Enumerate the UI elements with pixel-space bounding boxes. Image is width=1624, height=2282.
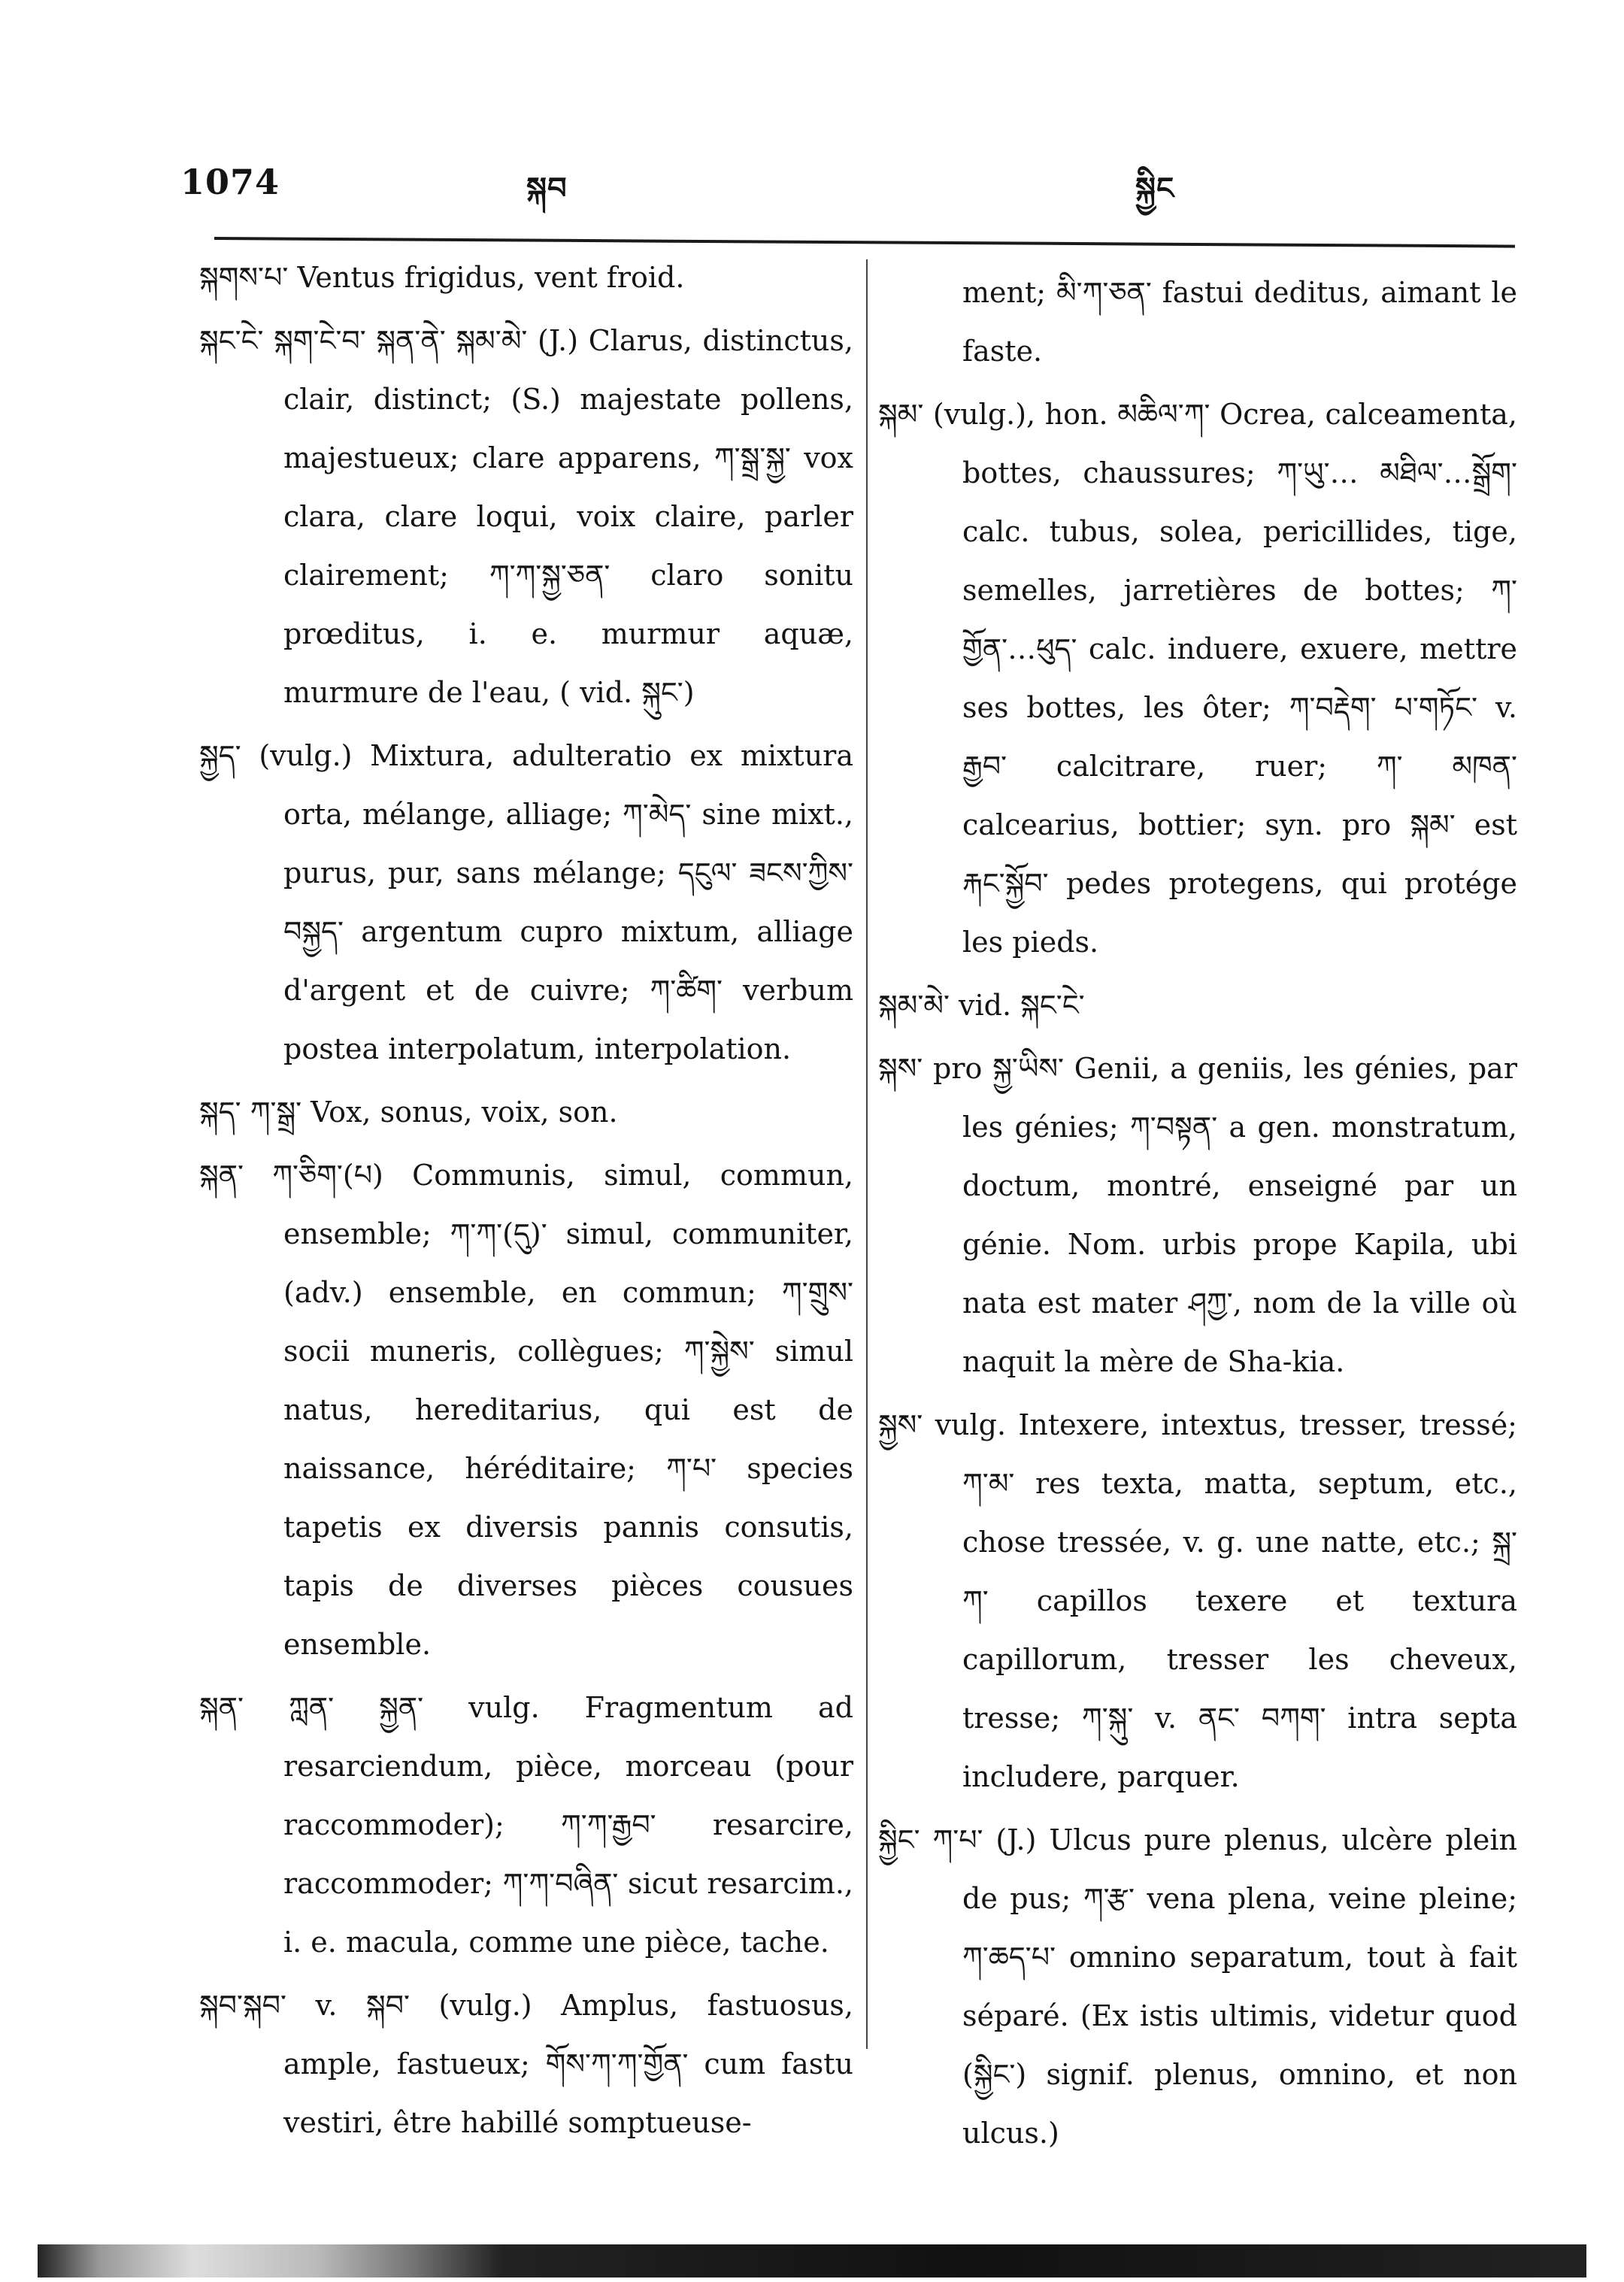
dictionary-entry: སྐྱིང་ ཀ་པ་ (J.) Ulcus pure plenus, ulcère plein de pus; ཀ་རྩ་ vena plena, veine pleine; ཀ་ཆད་པ་ omnino separatum, tout à fait séparé. (Ex istis ultimis, videtur quod (སྐྱིང་) signif. plenus, omnino, et non ulcus.)	[878, 1823, 1517, 2150]
header-rule	[214, 237, 1515, 248]
running-head-right: སྐྱིང	[1135, 171, 1175, 206]
dictionary-entry: སྐང་ངེ་ སྐག་ངེ་བ་ སྐན་ནེ་ སྐམ་མེ་ (J.) Clarus, distinctus, clair, distinct; (S.) majestate pollens, majestueux; clare apparens, ཀ་སྒྲ་སྐྱ་ vox clara, clare loqui, voix claire, parler clairement; ཀ་ཀ་སྐྱ་ཅན་ claro sonitu prœditus, i. e. murmur aquæ, murmure de l'eau, ( vid. སྐུང་)	[199, 324, 853, 709]
dictionary-entry: སྐྱས་ vulg. Intexere, intextus, tresser, tressé; ཀ་མ་ res texta, matta, septum, etc., chose tressée, v. g. une natte, etc.; སྐྲ་ཀ་ capillos texere et textura capillorum, tresser les cheveux, tresse; ཀ་སྐུ་ v. ནང་ བཀག་ intra septa includere, parquer.	[878, 1408, 1517, 1793]
dictionary-entry: སྐམ་ (vulg.), hon. མཆིལ་ཀ་ Ocrea, calceamenta, bottes, chaussures; ཀ་ཡུ་… མཐིལ་…སྒྲོག་ calc. tubus, solea, pericillides, tige, semelles, jarretières de bottes; ཀ་གྱོན་…ཕུད་ calc. induere, exuere, mettre ses bottes, les ôter; ཀ་བརྡེག་ པ་གཏོང་ v. རྒྱབ་ calcitrare, ruer; ཀ་ མཁན་ calcearius, bottier; syn. pro སྐམ་ est རྐང་སྐྱོབ་ pedes protegens, qui protége les pieds.	[878, 398, 1517, 959]
dictionary-entry: སྐན་ ཀླན་ སྐྱན་ vulg. Fragmentum ad resarciendum, pièce, morceau (pour raccommoder); ཀ་ཀ་རྒྱབ་ resarcire, raccommoder; ཀ་ཀ་བཞིན་ sicut resarcim., i. e. macula, comme une pièce, tache.	[199, 1691, 853, 1959]
dictionary-entry-continued: ment; མི་ཀ་ཅན་ fastui deditus, aimant le faste.	[962, 276, 1517, 368]
scan-edge-artifact	[38, 2244, 1586, 2277]
page-number: 1074	[180, 162, 280, 202]
dictionary-entry: སྐབ་སྐབ་ v. སྐབ་ (vulg.) Amplus, fastuosus, ample, fastueux; གོས་ཀ་ཀ་གྱོན་ cum fastu vestiri, être habillé somptueuse-	[199, 1989, 853, 2139]
column-divider	[866, 259, 868, 2049]
running-head-left: སྐབ	[526, 171, 568, 206]
dictionary-entry: སྐགས་པ་ Ventus frigidus, vent froid.	[199, 261, 685, 294]
dictionary-entry: སྐད་ ཀ་སྒྲ་ Vox, sonus, voix, son.	[199, 1096, 618, 1129]
right-column	[878, 263, 1517, 2167]
dictionary-entry: སྐས་ pro སྐྱ་ཡིས་ Genii, a geniis, les génies, par les génies; ཀ་བསྟན་ a gen. monstratum, doctum, montré, enseigné par un génie. Nom. urbis prope Kapila, ubi nata est mater ཤཀྱ་, nom de la ville où naquit la mère de Sha-kia.	[878, 1052, 1517, 1378]
dictionary-entry: སྐྱད་ (vulg.) Mixtura, adulteratio ex mixtura orta, mélange, alliage; ཀ་མེད་ sine mixt., purus, pur, sans mélange; དངུལ་ ཟངས་ཀྱིས་བསྐྱད་ argentum cupro mixtum, alliage d'argent et de cuivre; ཀ་ཚིག་ verbum postea interpolatum, interpolation.	[199, 739, 853, 1065]
dictionary-entry: སྐན་ ཀ་ཅིག་(པ) Communis, simul, commun, ensemble; ཀ་ཀ་(དུ)་ simul, communiter, (adv.) ensemble, en commun; ཀ་གྲུས་ socii muneris, collègues; ཀ་སྐྱེས་ simul natus, hereditarius, qui est de naissance, héréditaire; ཀ་པ་ species tapetis ex diversis pannis consutis, tapis de diverses pièces cousues ensemble.	[199, 1159, 853, 1661]
left-column	[199, 248, 853, 2156]
page-header	[0, 154, 1624, 207]
dictionary-entry: སྐམ་མེ་ vid. སྐང་ངེ་	[878, 989, 1085, 1022]
